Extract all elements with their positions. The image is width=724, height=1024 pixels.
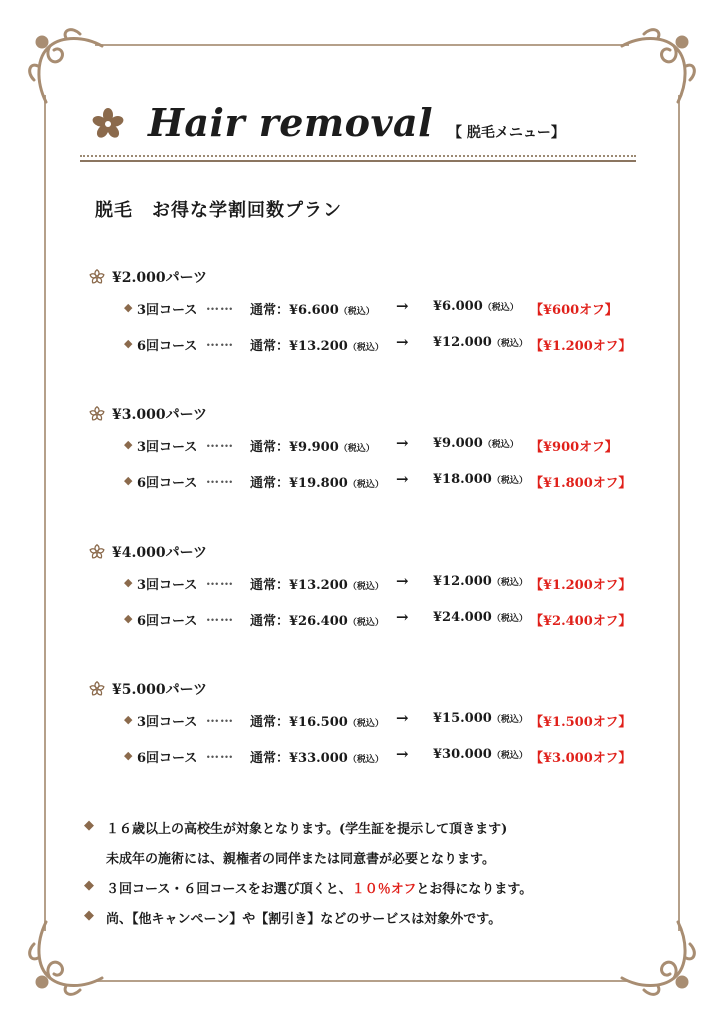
normal-price: 通常：¥13.200（税込）: [250, 339, 384, 354]
flower-outline-icon: [88, 543, 106, 561]
discount-amount: 【¥1.200オフ】: [530, 578, 632, 593]
header-solid-rule: [80, 160, 636, 162]
normal-price: 通常：¥13.200（税込）: [250, 578, 384, 593]
diamond-bullet-icon: ◆: [84, 908, 94, 923]
frame-right-line: [678, 95, 680, 931]
normal-price: 通常：¥19.800（税込）: [250, 476, 384, 491]
diamond-bullet-icon: ◆: [84, 818, 94, 833]
arrow-icon: →: [396, 333, 409, 351]
flower-icon: [92, 108, 124, 140]
leader-dots: ……: [206, 335, 234, 350]
flower-outline-icon: [88, 268, 106, 286]
course-name: 6回コース: [137, 476, 198, 491]
notes: [84, 818, 664, 938]
price-row: [88, 610, 648, 646]
diamond-bullet-icon: ◆: [124, 749, 133, 762]
price-section: [88, 402, 648, 508]
corner-ornament-top-left: [22, 22, 112, 112]
note-text: ３回コース・６回コースをお選び頂くと、１０％オフとお得になります。: [106, 882, 533, 897]
section-title: ¥3.000パーツ: [112, 407, 208, 423]
note-item: [84, 848, 664, 878]
price-row: [88, 299, 648, 335]
section-title: ¥4.000パーツ: [112, 545, 208, 561]
arrow-icon: →: [396, 434, 409, 452]
arrow-icon: →: [396, 745, 409, 763]
note-text: 尚、【他キャンペーン】や【割引き】などのサービスは対象外です。: [106, 912, 502, 927]
discount-amount: 【¥3.000オフ】: [530, 751, 632, 766]
note-text: １６歳以上の高校生が対象となります。(学生証を提示して頂きます): [106, 822, 508, 837]
price-row: [88, 747, 648, 783]
section-title: ¥5.000パーツ: [112, 682, 208, 698]
flower-outline-icon: [88, 405, 106, 423]
diamond-bullet-icon: ◆: [84, 878, 94, 893]
discount-price: ¥6.000（税込）: [433, 299, 519, 314]
discount-amount: 【¥1.200オフ】: [530, 339, 632, 354]
note-item: [84, 908, 664, 938]
normal-price: 通常：¥16.500（税込）: [250, 715, 384, 730]
diamond-bullet-icon: ◆: [124, 301, 133, 314]
price-row: [88, 335, 648, 371]
frame-bottom-line: [95, 980, 629, 982]
leader-dots: ……: [206, 472, 234, 487]
note-text: 未成年の施術には、親権者の同伴または同意書が必要となります。: [106, 852, 495, 867]
section-title: ¥2.000パーツ: [112, 270, 208, 286]
price-section: [88, 540, 648, 646]
normal-price: 通常：¥26.400（税込）: [250, 614, 384, 629]
diamond-bullet-icon: ◆: [124, 612, 133, 625]
arrow-icon: →: [396, 608, 409, 626]
frame-top-line: [95, 44, 629, 46]
arrow-icon: →: [396, 572, 409, 590]
course-name: 6回コース: [137, 751, 198, 766]
discount-amount: 【¥900オフ】: [530, 440, 618, 455]
arrow-icon: →: [396, 709, 409, 727]
discount-price: ¥15.000（税込）: [433, 711, 528, 726]
diamond-bullet-icon: ◆: [124, 576, 133, 589]
page-subtitle: 【 脱毛メニュー】: [448, 125, 565, 141]
normal-price: 通常：¥9.900（税込）: [250, 440, 375, 455]
price-row: [88, 574, 648, 610]
arrow-icon: →: [396, 297, 409, 315]
price-row: [88, 472, 648, 508]
discount-price: ¥9.000（税込）: [433, 436, 519, 451]
diamond-bullet-icon: ◆: [124, 438, 133, 451]
price-row: [88, 711, 648, 747]
note-item: [84, 818, 664, 848]
arrow-icon: →: [396, 470, 409, 488]
diamond-bullet-icon: ◆: [124, 713, 133, 726]
discount-amount: 【¥2.400オフ】: [530, 614, 632, 629]
course-name: 3回コース: [137, 715, 198, 730]
diamond-bullet-icon: ◆: [124, 474, 133, 487]
header-dotted-rule: [80, 155, 636, 157]
flower-outline-icon: [88, 680, 106, 698]
discount-price: ¥30.000（税込）: [433, 747, 528, 762]
normal-price: 通常：¥6.600（税込）: [250, 303, 375, 318]
frame-left-line: [44, 95, 46, 931]
course-name: 3回コース: [137, 440, 198, 455]
leader-dots: ……: [206, 711, 234, 726]
plan-title: 脱毛 お得な学割回数プラン: [95, 200, 342, 221]
discount-highlight: １０％オフ: [351, 882, 417, 897]
discount-price: ¥12.000（税込）: [433, 335, 528, 350]
note-item: [84, 878, 664, 908]
discount-amount: 【¥1.800オフ】: [530, 476, 632, 491]
price-section: [88, 677, 648, 783]
leader-dots: ……: [206, 610, 234, 625]
course-name: 3回コース: [137, 578, 198, 593]
discount-price: ¥18.000（税込）: [433, 472, 528, 487]
course-name: 6回コース: [137, 339, 198, 354]
price-row: [88, 436, 648, 472]
leader-dots: ……: [206, 574, 234, 589]
course-name: 3回コース: [137, 303, 198, 318]
discount-amount: 【¥1.500オフ】: [530, 715, 632, 730]
corner-ornament-top-right: [612, 22, 702, 112]
course-name: 6回コース: [137, 614, 198, 629]
leader-dots: ……: [206, 436, 234, 451]
leader-dots: ……: [206, 747, 234, 762]
diamond-bullet-icon: ◆: [124, 337, 133, 350]
normal-price: 通常：¥33.000（税込）: [250, 751, 384, 766]
leader-dots: ……: [206, 299, 234, 314]
discount-price: ¥12.000（税込）: [433, 574, 528, 589]
page-title: Hair removal: [148, 100, 434, 145]
discount-amount: 【¥600オフ】: [530, 303, 618, 318]
discount-price: ¥24.000（税込）: [433, 610, 528, 625]
price-section: [88, 265, 648, 371]
